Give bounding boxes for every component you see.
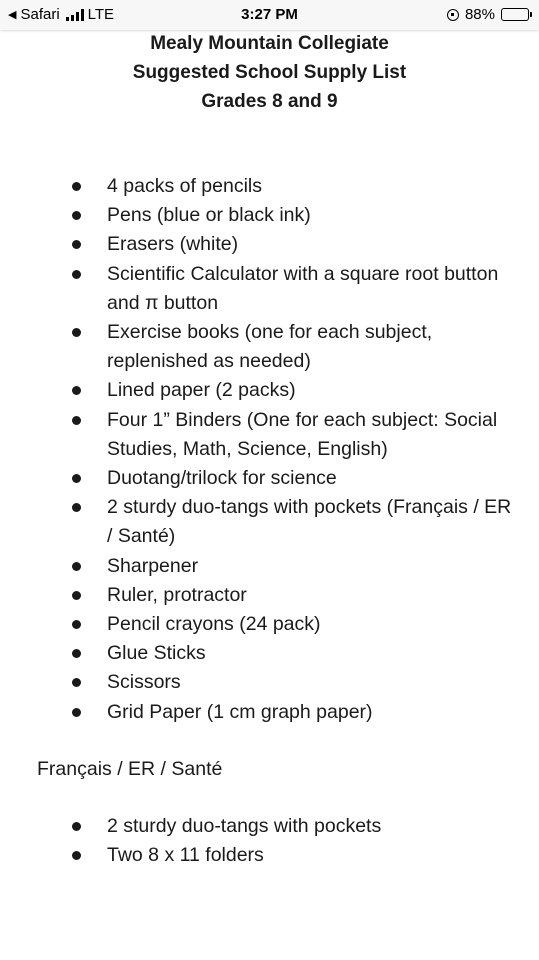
bullet-icon (72, 328, 81, 337)
list-title: Suggested School Supply List (132, 62, 407, 83)
list-item-text: Ruler, protractor (107, 583, 247, 606)
list-item (0, 812, 539, 841)
status-bar (0, 0, 539, 30)
list-item (0, 610, 539, 639)
bullet-icon (72, 386, 81, 395)
bullet-icon (72, 822, 81, 831)
bullet-icon (72, 474, 81, 483)
list-item (0, 493, 539, 551)
list-item-text: Erasers (white) (107, 233, 239, 256)
bullet-icon (72, 620, 81, 629)
list-item-text: 2 sturdy duo-tangs with pockets (Français / ER / Santé) (107, 496, 512, 548)
back-arrow-icon[interactable]: ◀ (8, 9, 17, 21)
list-item (0, 318, 539, 376)
list-item-text: 4 packs of pencils (107, 175, 263, 197)
list-item (0, 376, 539, 405)
battery-percent: 88% (464, 6, 495, 23)
school-name: Mealy Mountain Collegiate (150, 33, 389, 54)
list-item-text: Exercise books (one for each subject, replenished as needed) (107, 321, 433, 373)
list-item (0, 260, 539, 318)
list-item-text: Pens (blue or black ink) (107, 204, 311, 227)
list-item (0, 639, 539, 668)
list-item-text: 2 sturdy duo-tangs with pockets (107, 815, 382, 837)
list-item (0, 464, 539, 493)
french-supply-list (0, 812, 539, 870)
list-item (0, 841, 539, 870)
bullet-icon (72, 649, 81, 658)
list-item (0, 552, 539, 581)
list-item-text: Lined paper (2 packs) (107, 379, 296, 402)
list-item-text: Two 8 x 11 folders (107, 844, 264, 867)
list-item (0, 698, 539, 727)
status-right (447, 6, 529, 23)
list-item (0, 172, 539, 201)
network-label: LTE (87, 6, 115, 23)
list-item-text: Duotang/trilock for science (107, 467, 337, 490)
document-header (0, 29, 539, 116)
supply-list (0, 172, 539, 727)
bullet-icon (72, 678, 81, 687)
list-item-text: Grid Paper (1 cm graph paper) (107, 700, 373, 723)
bullet-icon (72, 708, 81, 717)
bullet-icon (72, 503, 81, 512)
list-item-text: Four 1” Binders (One for each subject: Social Studies, Math, Science, English) (107, 408, 498, 460)
french-section-label: Français / ER / Santé (37, 758, 223, 780)
list-item (0, 201, 539, 230)
orientation-lock-icon (447, 9, 459, 21)
bullet-icon (72, 270, 81, 279)
list-item-text: Sharpener (107, 554, 199, 577)
list-item (0, 406, 539, 464)
battery-icon (501, 8, 529, 21)
list-item-text: Scissors (107, 671, 181, 694)
status-time: 3:27 PM (241, 6, 298, 23)
list-item (0, 581, 539, 610)
list-item (0, 668, 539, 697)
list-item-text: Pencil crayons (24 pack) (107, 613, 321, 636)
bullet-icon (72, 211, 81, 220)
bullet-icon (72, 182, 81, 191)
bullet-icon (72, 851, 81, 860)
list-item-text: Glue Sticks (107, 642, 206, 665)
back-app-label[interactable]: Safari (20, 6, 60, 23)
bullet-icon (72, 240, 81, 249)
bullet-icon (72, 562, 81, 571)
list-item-text: Scientific Calculator with a square root button and π button (107, 262, 499, 314)
grades-label: Grades 8 and 9 (201, 91, 338, 112)
bullet-icon (72, 416, 81, 425)
bullet-icon (72, 591, 81, 600)
list-item (0, 230, 539, 259)
